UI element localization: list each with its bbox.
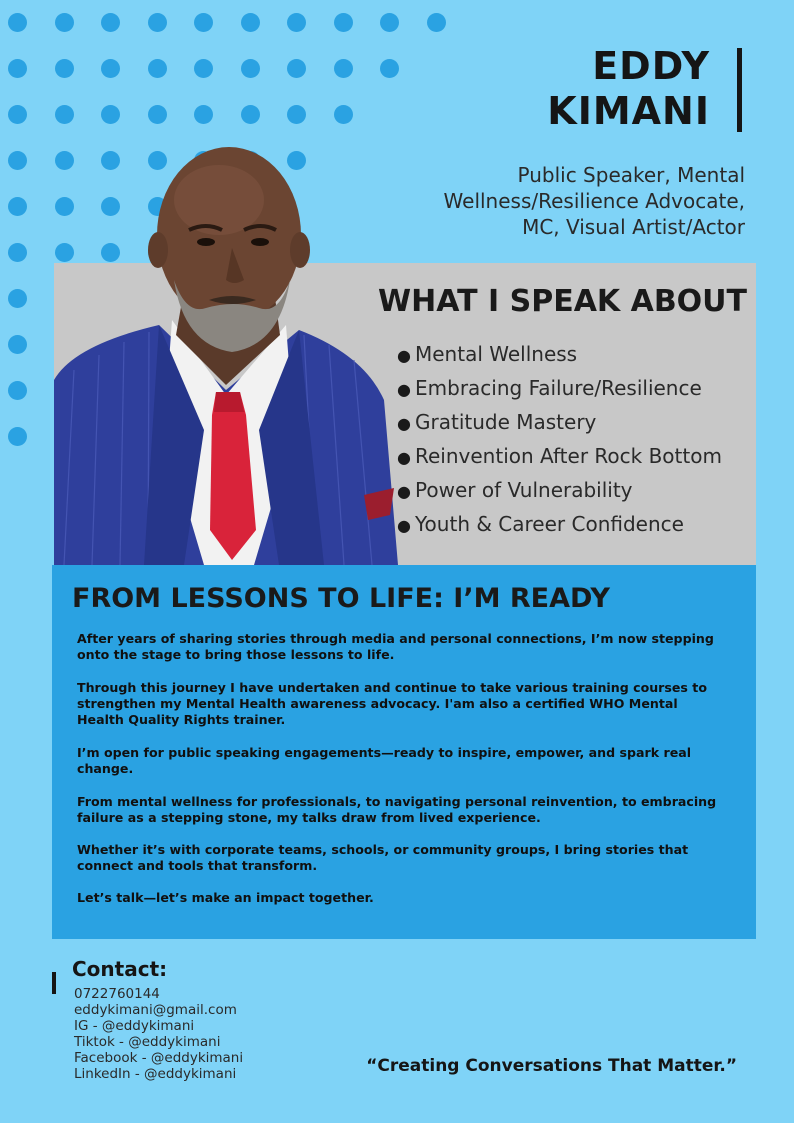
decorative-dot bbox=[8, 427, 27, 446]
list-item bbox=[397, 372, 722, 406]
bullet-icon: ● bbox=[397, 482, 411, 501]
contact-facebook: Facebook - @eddykimani bbox=[74, 1050, 244, 1066]
decorative-dot bbox=[380, 59, 399, 78]
decorative-dot bbox=[8, 335, 27, 354]
bullet-icon: ● bbox=[397, 414, 411, 433]
decorative-dot bbox=[334, 13, 353, 32]
decorative-dot bbox=[194, 59, 213, 78]
decorative-dot bbox=[194, 105, 213, 124]
name-last: KIMANI bbox=[547, 89, 710, 133]
decorative-dot bbox=[55, 59, 74, 78]
story-paragraph: Whether it’s with corporate teams, schools, or community groups, I bring stories that connect and tools that transform. bbox=[77, 842, 689, 873]
topic-label: Mental Wellness bbox=[415, 342, 578, 366]
topic-list bbox=[397, 338, 722, 542]
decorative-dot bbox=[8, 59, 27, 78]
decorative-dot bbox=[8, 289, 27, 308]
decorative-dot bbox=[287, 13, 306, 32]
list-item bbox=[397, 440, 722, 474]
story-paragraph: From mental wellness for professionals, to navigating personal reinvention, to embracing failure as a stepping stone, my talks draw from lived experience. bbox=[77, 794, 717, 825]
contact-phone: 0722760144 bbox=[74, 986, 160, 1002]
tagline-line: Public Speaker, Mental bbox=[517, 163, 745, 187]
decorative-dot bbox=[194, 13, 213, 32]
topic-label: Youth & Career Confidence bbox=[415, 512, 684, 536]
speak-about-heading: WHAT I SPEAK ABOUT bbox=[378, 284, 748, 319]
story-paragraph: Through this journey I have undertaken and continue to take various training courses to strengthen my Mental Health awareness advocacy. I'am also a certified WHO Mental Health Quality Rights trainer. bbox=[77, 680, 707, 727]
contact-linkedin: LinkedIn - @eddykimani bbox=[74, 1066, 237, 1082]
tagline-quote: “Creating Conversations That Matter.” bbox=[366, 1056, 737, 1076]
speaker-tagline bbox=[345, 162, 745, 240]
contact-email: eddykimani@gmail.com bbox=[74, 1002, 237, 1018]
speaker-name bbox=[547, 44, 710, 134]
name-first: EDDY bbox=[592, 44, 710, 88]
contact-accent-bar bbox=[52, 972, 56, 994]
decorative-dot bbox=[380, 13, 399, 32]
name-accent-bar bbox=[737, 48, 742, 132]
decorative-dot bbox=[427, 13, 446, 32]
decorative-dot bbox=[101, 105, 120, 124]
decorative-dot bbox=[148, 105, 167, 124]
decorative-dot bbox=[148, 13, 167, 32]
decorative-dot bbox=[8, 13, 27, 32]
list-item bbox=[397, 338, 722, 372]
decorative-dot bbox=[8, 381, 27, 400]
decorative-dot bbox=[8, 243, 27, 262]
decorative-dot bbox=[241, 59, 260, 78]
list-item bbox=[397, 406, 722, 440]
bullet-icon: ● bbox=[397, 516, 411, 535]
bullet-icon: ● bbox=[397, 380, 411, 399]
decorative-dot bbox=[8, 105, 27, 124]
bullet-icon: ● bbox=[397, 448, 411, 467]
decorative-dot bbox=[334, 105, 353, 124]
contact-list bbox=[74, 986, 243, 1082]
decorative-dot bbox=[241, 13, 260, 32]
decorative-dot bbox=[8, 197, 27, 216]
topic-label: Embracing Failure/Resilience bbox=[415, 376, 702, 400]
contact-instagram: IG - @eddykimani bbox=[74, 1018, 195, 1034]
story-paragraph: After years of sharing stories through media and personal connections, I’m now stepping onto the stage to bring those lessons to life. bbox=[77, 631, 714, 662]
contact-heading: Contact: bbox=[72, 957, 168, 981]
topic-label: Gratitude Mastery bbox=[415, 410, 597, 434]
list-item bbox=[397, 508, 722, 542]
tagline-line: Wellness/Resilience Advocate, bbox=[443, 189, 745, 213]
ready-heading: FROM LESSONS TO LIFE: I’M READY bbox=[72, 583, 610, 614]
tagline-line: MC, Visual Artist/Actor bbox=[522, 215, 745, 239]
decorative-dot bbox=[287, 59, 306, 78]
decorative-dot bbox=[241, 105, 260, 124]
speaker-portrait bbox=[54, 130, 398, 565]
topic-label: Power of Vulnerability bbox=[415, 478, 633, 502]
contact-tiktok: Tiktok - @eddykimani bbox=[74, 1034, 221, 1050]
decorative-dot bbox=[101, 59, 120, 78]
decorative-dot bbox=[55, 105, 74, 124]
decorative-dot bbox=[334, 59, 353, 78]
bullet-icon: ● bbox=[397, 346, 411, 365]
decorative-dot bbox=[148, 59, 167, 78]
list-item bbox=[397, 474, 722, 508]
decorative-dot bbox=[287, 105, 306, 124]
decorative-dot bbox=[55, 13, 74, 32]
story-paragraph: Let’s talk—let’s make an impact together. bbox=[77, 890, 374, 905]
decorative-dot bbox=[101, 13, 120, 32]
topic-label: Reinvention After Rock Bottom bbox=[415, 444, 722, 468]
story-paragraph: I’m open for public speaking engagements—ready to inspire, empower, and spark real change. bbox=[77, 745, 692, 776]
decorative-dot bbox=[8, 151, 27, 170]
